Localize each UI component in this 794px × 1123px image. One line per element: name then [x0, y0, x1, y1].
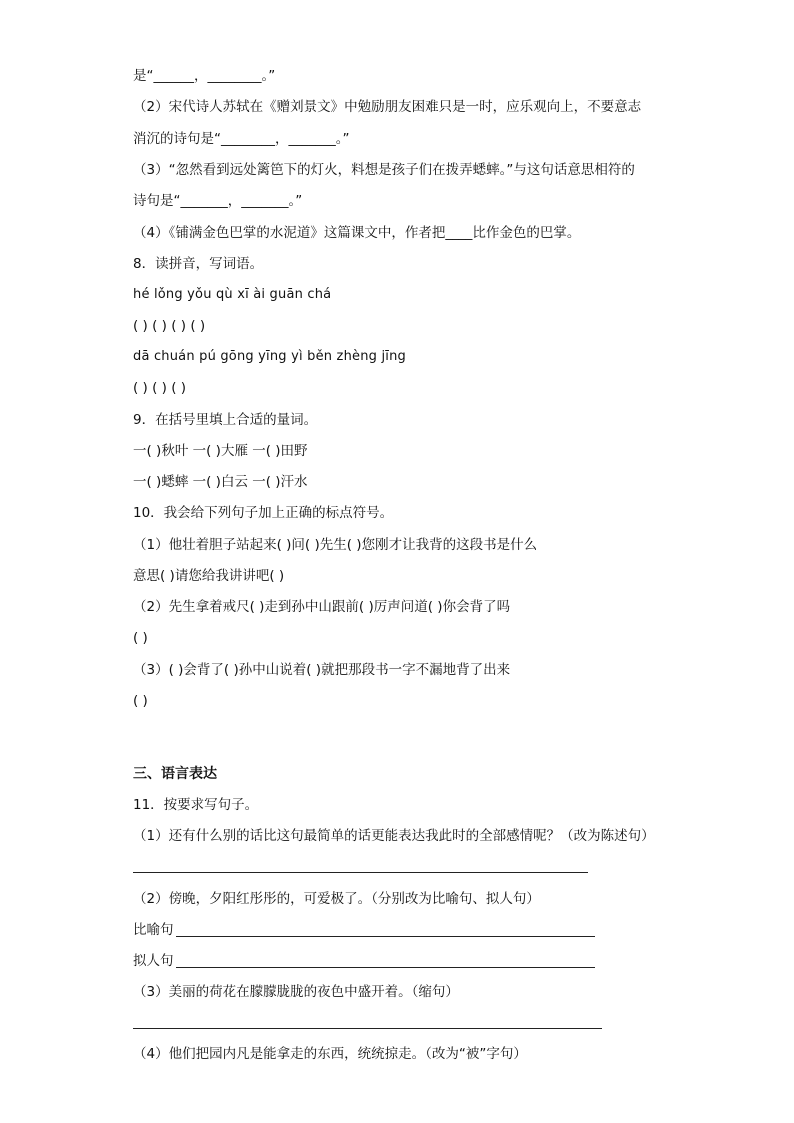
q11-3-answer-rule [133, 1028, 602, 1029]
q11-1-prompt: （1）还有什么别的话比这句最简单的话更能表达我此时的全部感情呢？（改为陈述句） [133, 828, 655, 844]
q9-row-2: 一( )蟋蟀 一( )白云 一( )汗水 [133, 474, 308, 490]
q8-pinyin-row-1: hé lǒng yǒu qù xī ài guān chá [133, 287, 332, 302]
q7-3-answer-line: 诗句是“_______，_______。” [133, 193, 303, 209]
q10-1-line-2: 意思( )请您给我讲讲吧( ) [133, 568, 285, 584]
q9-row-1: 一( )秋叶 一( )大雁 一( )田野 [133, 443, 308, 459]
section-3-heading: 三、语言表达 [133, 766, 217, 782]
q11-title: 11．按要求写句子。 [133, 797, 259, 813]
q11-4-prompt: （4）他们把园内凡是能拿走的东西，统统掠走。（改为“被”字句） [133, 1046, 527, 1062]
personification-answer-rule [176, 967, 595, 968]
q10-2-line-2: ( ) [133, 630, 148, 646]
q11-3-prompt: （3）美丽的荷花在朦朦胧胧的夜色中盛开着。（缩句） [133, 984, 459, 1000]
q11-2-prompt: （2）傍晚，夕阳红彤彤的，可爱极了。（分别改为比喻句、拟人句） [133, 891, 540, 907]
q10-3-line-2: ( ) [133, 693, 148, 709]
q7-2-answer-line: 消沉的诗句是“________，_______。” [133, 131, 350, 147]
q10-title: 10．我会给下列句子加上正确的标点符号。 [133, 505, 394, 521]
q8-title: 8．读拼音，写词语。 [133, 256, 264, 272]
q8-blank-row-2: ( ) ( ) ( ) [133, 380, 187, 396]
q10-2-line-1: （2）先生拿着戒尺( )走到孙中山跟前( )厉声问道( )你会背了吗 [133, 599, 511, 615]
q8-blank-row-1: ( ) ( ) ( ) ( ) [133, 318, 206, 334]
simile-answer-rule [176, 936, 595, 937]
personification-label: 拟人句 [133, 953, 174, 969]
q8-pinyin-row-2: dā chuán pú gōng yīng yì běn zhèng jīng [133, 349, 406, 364]
q7-1-answer-line: 是“______，________。” [133, 68, 276, 84]
q9-title: 9．在括号里填上合适的量词。 [133, 412, 318, 428]
q7-4-prompt: （4）《铺满金色巴掌的水泥道》这篇课文中，作者把____比作金色的巴掌。 [133, 225, 581, 241]
q7-3-prompt: （3）“忽然看到远处篱笆下的灯火，料想是孩子们在拨弄蟋蟀。”与这句话意思相符的 [133, 162, 635, 178]
q10-3-line-1: （3）( )会背了( )孙中山说着( )就把那段书一字不漏地背了出来 [133, 662, 511, 678]
q10-1-line-1: （1）他壮着胆子站起来( )问( )先生( )您刚才让我背的这段书是什么 [133, 537, 538, 553]
q11-1-answer-rule [133, 872, 588, 873]
simile-label: 比喻句 [133, 922, 174, 938]
q7-2-prompt: （2）宋代诗人苏轼在《赠刘景文》中勉励朋友困难只是一时，应乐观向上，不要意志 [133, 99, 642, 115]
